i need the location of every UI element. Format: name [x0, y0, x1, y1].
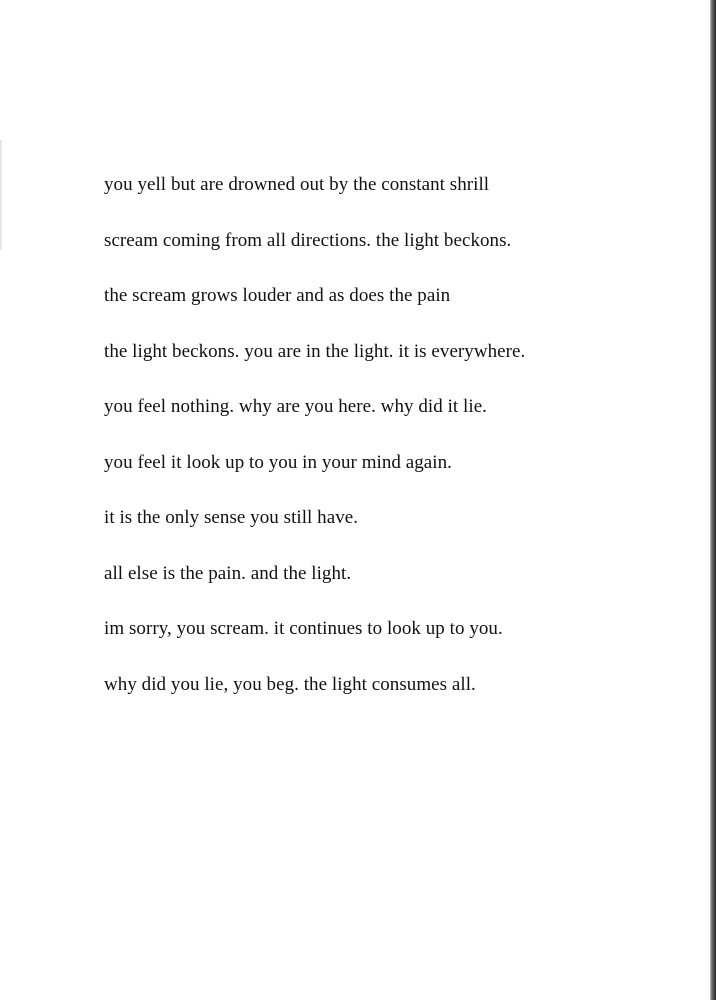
poem-line: it is the only sense you still have.	[104, 507, 359, 528]
page-border-shadow	[710, 0, 716, 1000]
poem-line: im sorry, you scream. it continues to look up to you.	[104, 618, 503, 639]
poem-line: why did you lie, you beg. the light consumes all.	[104, 673, 476, 695]
poem-line: you yell but are drowned out by the constant shrill	[104, 174, 490, 195]
page-edge-mark	[0, 140, 2, 250]
poem-text	[104, 170, 694, 725]
poem-line: you feel nothing. why are you here. why did it lie.	[104, 396, 487, 417]
poem-line: the scream grows louder and as does the pain	[104, 285, 451, 306]
poem-line: you feel it look up to you in your mind again.	[104, 451, 452, 473]
poem-line: the light beckons. you are in the light. it is everywhere.	[104, 340, 526, 362]
poem-line: scream coming from all directions. the light beckons.	[104, 229, 512, 251]
poem-line: all else is the pain. and the light.	[104, 562, 352, 584]
